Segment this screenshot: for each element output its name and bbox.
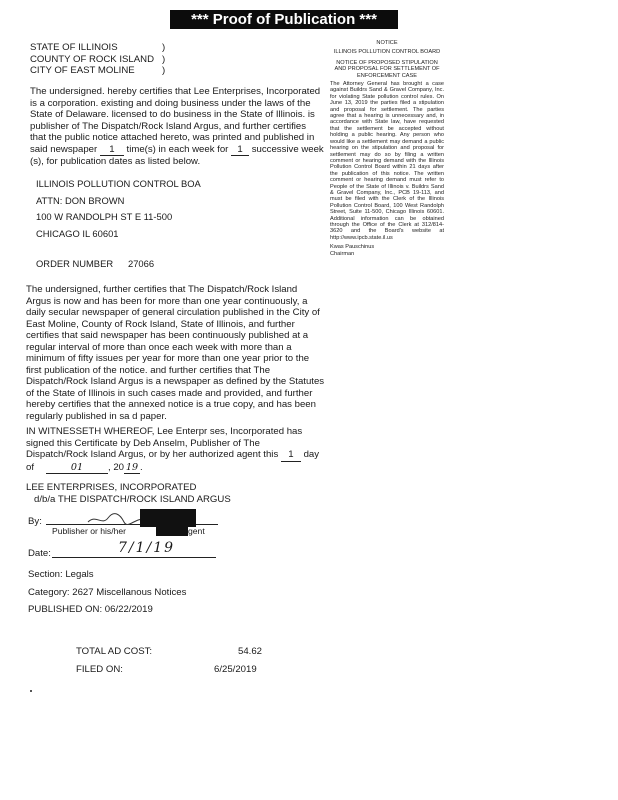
weeks-count: 1 xyxy=(231,144,249,157)
cert-line: that the public notice attached hereto, was printed and published in xyxy=(30,132,315,143)
notice-signer-title: Chairman xyxy=(330,250,355,257)
filed-on-value: 6/25/2019 xyxy=(214,664,257,675)
further-line: of the State of Illinois in such cases made and provided, and further xyxy=(26,387,313,399)
venue-city: CITY OF EAST MOLINE xyxy=(30,65,135,76)
witness-month: 01 xyxy=(46,462,108,475)
venue-parens xyxy=(162,42,165,77)
further-line: hereby certifies that the annexed notice is a true copy, and has been xyxy=(26,399,316,410)
notice-body: The Attorney General has brought a case against Buildrs Sand & Gravel Company, Inc. for violating State pollution control rules. On June 13, 2019 the parties filed a stipulation and proposal for settlement. The parties agree that a hearing is unnecessary and, in accordance with State law, have requested that the settlement be accepted without holding a public hearing. Any person who would like a settlement may demand a public hearing on the stipulation and proposal for settlement may do so by filing a written comment or hearing demand with the Illinois Pollution Control Board within 21 days after the publication of this notice. The written comment or hearing demand must refer to People of the State of Illinois v. Buildrs Sand & Gravel Company, Inc., PCB 19-113, and must be filed with the Clerk of the Illinois Pollution Control Board, 100 West Randolph Street, Suite 11-500, Chicago Illinois 60601. Additional information can be obtained through the Office of the Clerk at 312/814-3620 and the Board's website at http://www.ipcb.state.il.us xyxy=(330,81,444,241)
date-line xyxy=(52,557,216,558)
date-label: Date: xyxy=(28,548,51,559)
venue-paren: ) xyxy=(162,42,166,53)
cert-line: publisher of The Dispatch/Rock Island Argus, and further certifies xyxy=(30,120,307,132)
meta-block xyxy=(28,566,186,619)
witness-line: IN WITNESSETH WHEREOF, Lee Enterpr ses, Incorporated has xyxy=(26,426,303,437)
company-dba: d/b/a THE DISPATCH/ROCK ISLAND ARGUS xyxy=(34,493,231,505)
meta-section: Section: Legals xyxy=(28,569,94,580)
notice-signer: Kwas Pauschinus xyxy=(330,244,375,251)
witness-day: 1 xyxy=(281,449,301,462)
meta-category: Category: 2627 Miscellanous Notices xyxy=(28,586,187,598)
notice-board: ILLINOIS POLLUTION CONTROL BOARD xyxy=(333,49,441,56)
further-line: Argus is now and has been for more than one year continuously, a xyxy=(26,295,308,307)
venue-block xyxy=(30,42,154,77)
witness-year: 19 xyxy=(125,461,139,473)
notice-heading: NOTICE xyxy=(376,40,398,46)
recipient-city: CHICAGO IL 60601 xyxy=(36,227,119,239)
cert-line: (s), for publication dates as listed below. xyxy=(30,156,201,167)
meta-published: PUBLISHED ON: 06/22/2019 xyxy=(28,604,153,615)
further-line: minimum of fifty issues per year for more than one year prior to the xyxy=(26,353,310,364)
witness-text: day xyxy=(303,449,320,460)
publisher-role: Publisher or his/her xyxy=(52,526,127,536)
venue-paren: ) xyxy=(162,53,166,65)
cert-line: is a corporation. existing and doing business under the laws of the xyxy=(30,97,311,109)
recipient-name: ILLINOIS POLLUTION CONTROL BOA xyxy=(36,178,201,189)
venue-paren: ) xyxy=(162,65,166,76)
witness-block xyxy=(26,426,326,474)
further-certification xyxy=(26,284,326,422)
witness-of: of xyxy=(26,461,35,473)
further-line: regularly published in sa d paper. xyxy=(26,410,167,422)
total-cost-label: TOTAL AD COST: xyxy=(76,646,153,657)
times-count: 1 xyxy=(100,144,124,157)
public-notice-clipping xyxy=(330,40,444,257)
further-line: certifies that said newspaper has been continuously published at a xyxy=(26,330,309,341)
cert-line: The undersigned. hereby certifies that Lee Enterprises, Incorporated xyxy=(30,86,321,97)
proof-of-publication-banner: *** Proof of Publication *** xyxy=(170,10,398,29)
handwritten-date: 7/1/19 xyxy=(118,540,176,556)
witness-line xyxy=(26,449,326,462)
further-line: East Moline, County of Rock Island, State of Illinois, and further xyxy=(26,318,295,330)
company-block xyxy=(26,482,231,505)
recipient-street: 100 W RANDOLPH ST E 11-500 xyxy=(36,211,173,222)
notice-subheading: NOTICE OF PROPOSED STIPULATION AND PROPOSAL FOR SETTLEMENT OF ENFORCEMENT CASE xyxy=(334,59,440,79)
venue-county: COUNTY OF ROCK ISLAND xyxy=(30,53,155,65)
witness-text: , 20 xyxy=(108,461,125,473)
recipient-attn: ATTN: DON BROWN xyxy=(36,194,125,206)
cert-text: said newspaper xyxy=(30,143,98,155)
cert-text: successive week xyxy=(251,143,324,155)
cert-line xyxy=(30,144,332,157)
witness-text: . xyxy=(140,461,143,473)
cert-text: time(s) in each week for xyxy=(126,143,229,155)
total-cost-value: 54.62 xyxy=(238,646,263,657)
further-line: daily secular newspaper of general circulation published in the City of xyxy=(26,307,320,318)
order-number-label: ORDER NUMBER xyxy=(36,258,114,269)
company-name: LEE ENTERPRISES, INCORPORATED xyxy=(26,482,197,493)
witness-line xyxy=(26,462,326,475)
certification-paragraph xyxy=(30,86,332,168)
recipient-address xyxy=(36,176,201,242)
by-label: By: xyxy=(28,516,42,527)
witness-text: Dispatch/Rock Island Argus, or by her authorized agent this xyxy=(26,449,279,460)
publisher-role-suffix: gent xyxy=(188,526,205,536)
further-line: first publication of the notice. and further certifies that The xyxy=(26,364,271,376)
cert-line: State of Delaware. licensed to do business in the State of Illinois. is xyxy=(30,109,315,120)
witness-line: signed this Certificate by Deb Anselm, Publisher of The xyxy=(26,437,260,449)
further-line: Dispatch/Rock Island Argus is a newspaper as defined by the Statutes xyxy=(26,376,325,387)
order-number-value: 27066 xyxy=(128,258,155,269)
redaction-block xyxy=(156,527,188,536)
speck xyxy=(30,690,32,692)
filed-on-label: FILED ON: xyxy=(76,664,123,675)
further-line: The undersigned, further certifies that The Dispatch/Rock Island xyxy=(26,284,298,295)
redaction-block xyxy=(140,509,196,527)
further-line: regular interval of more than once each week with more than a xyxy=(26,341,292,353)
venue-state: STATE OF ILLINOIS xyxy=(30,42,118,53)
